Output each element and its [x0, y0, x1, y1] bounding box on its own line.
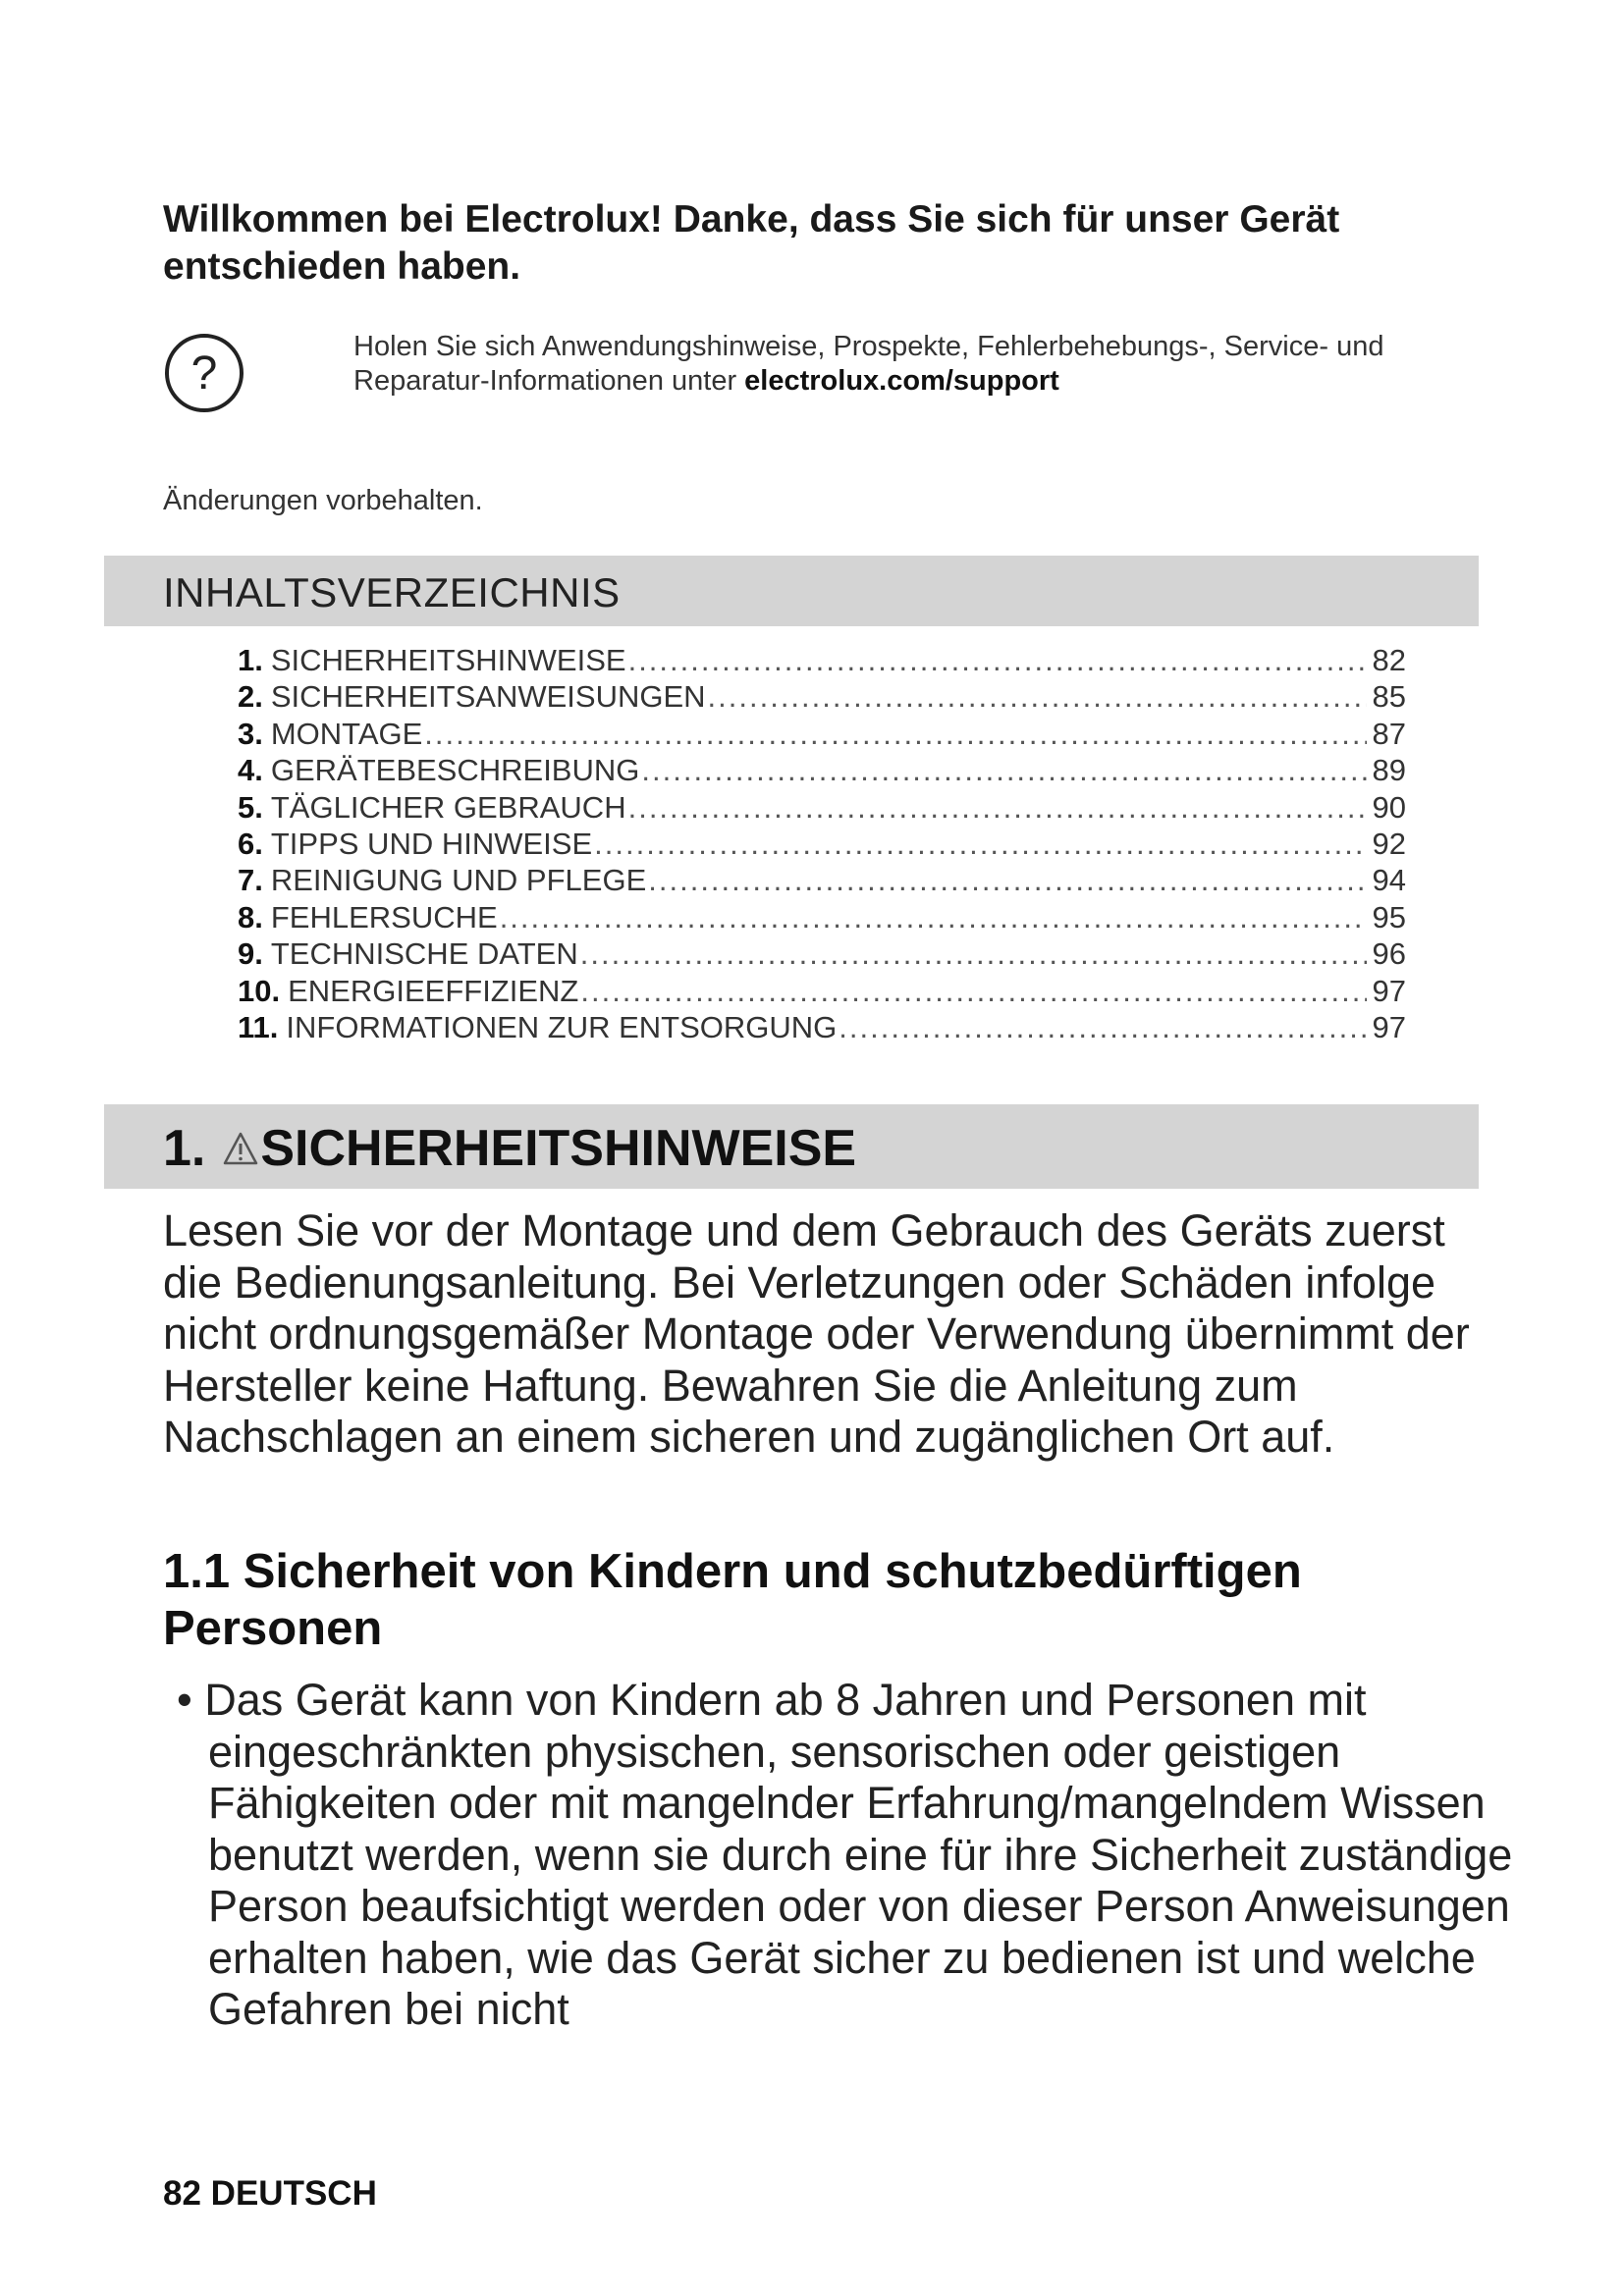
- toc-item[interactable]: [238, 863, 1406, 899]
- section-intro: Lesen Sie vor der Montage und dem Gebrauch des Geräts zuerst die Bedienungsanleitung. Bei Verletzungen oder Schäden infolge nicht ordnungsgemäßer Montage oder Verwendung übernimmt der Hersteller keine Haftung. Bewahren Sie die Anleitung zum Nachschlagen an einem sicheren und zugänglichen Ort auf.: [163, 1205, 1470, 1462]
- changes-note: Änderungen vorbehalten.: [163, 485, 483, 516]
- toc-item-page: 85: [1372, 679, 1406, 715]
- toc-item-leader: [500, 900, 1367, 935]
- section-number: 1.: [163, 1120, 206, 1177]
- footer-language: DEUTSCH: [210, 2174, 377, 2213]
- toc-item-page: 82: [1372, 643, 1406, 677]
- toc-item-number: 11.: [238, 1009, 279, 1044]
- toc-item-leader: [580, 936, 1367, 972]
- toc-item-page: 87: [1372, 716, 1406, 751]
- toc-item[interactable]: [238, 936, 1406, 973]
- toc-item-number: 6.: [238, 826, 263, 861]
- toc-item-number: 7.: [238, 863, 263, 898]
- toc-item[interactable]: [238, 643, 1406, 679]
- toc-item[interactable]: [238, 827, 1406, 863]
- toc-item-number: 1.: [238, 643, 263, 677]
- page-footer: [163, 2174, 377, 2214]
- toc-item-leader: [708, 679, 1367, 715]
- toc-item-leader: [628, 643, 1367, 678]
- toc-item-number: 8.: [238, 899, 263, 934]
- toc-item-label: TIPPS UND HINWEISE: [270, 826, 593, 861]
- toc-item-page: 90: [1372, 789, 1406, 825]
- toc-item-page: 89: [1372, 753, 1406, 788]
- page-number: 82: [163, 2174, 201, 2213]
- toc-item-number: 2.: [238, 679, 263, 715]
- toc-item-number: 5.: [238, 789, 263, 825]
- toc-item-number: 9.: [238, 936, 263, 972]
- toc-item[interactable]: [238, 679, 1406, 716]
- section-label: SICHERHEITSHINWEISE: [260, 1120, 857, 1177]
- toc-item-label: MONTAGE: [270, 716, 423, 751]
- toc-item-page: 97: [1372, 1009, 1406, 1044]
- bullet-text: Das Gerät kann von Kindern ab 8 Jahren und Personen mit eingeschränkten physischen, sensorischen oder geistigen Fähigkeiten oder mit mangelnder Erfahrung/mangelndem Wissen benutzt werden, wenn sie durch eine für ihre Sicherheit zuständige Person beaufsichtigt werden oder von dieser Person Anweisungen erhalten haben, wie das Gerät sicher zu bedienen ist und welche Gefahren bei nicht: [204, 1675, 1513, 2034]
- toc-item-label: REINIGUNG UND PFLEGE: [270, 863, 647, 898]
- toc-item-leader: [594, 827, 1366, 862]
- toc-item-leader: [648, 863, 1366, 898]
- toc-list: [238, 643, 1406, 1046]
- subsection-title: 1.1 Sicherheit von Kindern und schutzbedürftigen Personen: [163, 1545, 1302, 1655]
- toc-item-page: 96: [1372, 936, 1406, 972]
- toc-item-leader: [628, 790, 1367, 826]
- section-title: [163, 1119, 856, 1178]
- toc-title: INHALTSVERZEICHNIS: [163, 569, 621, 615]
- toc-item-page: 92: [1372, 826, 1406, 861]
- welcome-heading: Willkommen bei Electrolux! Danke, dass Sie sich für unser Gerät entschieden haben.: [163, 198, 1340, 288]
- toc-item-label: GERÄTEBESCHREIBUNG: [270, 753, 640, 788]
- toc-item-label: ENERGIEEFFIZIENZ: [288, 973, 579, 1008]
- toc-item[interactable]: [238, 900, 1406, 936]
- svg-text:?: ?: [190, 347, 218, 400]
- toc-item[interactable]: [238, 974, 1406, 1010]
- question-circle-icon: [163, 332, 245, 414]
- support-info: [353, 330, 1473, 399]
- toc-item-page: 94: [1372, 863, 1406, 898]
- toc-item-label: TÄGLICHER GEBRAUCH: [270, 789, 626, 825]
- support-text: Holen Sie sich Anwendungshinweise, Prospekte, Fehlerbehebungs-, Service- und Reparatur-Informationen unter: [353, 331, 1384, 397]
- warning-triangle-icon: [223, 1132, 258, 1165]
- toc-item[interactable]: [238, 1010, 1406, 1046]
- toc-item-label: INFORMATIONEN ZUR ENTSORGUNG: [286, 1009, 838, 1044]
- toc-item-label: SICHERHEITSHINWEISE: [270, 643, 626, 677]
- toc-item-leader: [424, 717, 1366, 752]
- toc-item-page: 97: [1372, 973, 1406, 1008]
- toc-item[interactable]: [238, 790, 1406, 827]
- toc-item-leader: [580, 974, 1366, 1009]
- toc-item-label: FEHLERSUCHE: [270, 899, 498, 934]
- toc-item-leader: [839, 1010, 1366, 1045]
- bullet-item: • Das Gerät kann von Kindern ab 8 Jahren und Personen mit eingeschränkten physischen, sensorischen oder geistigen Fähigkeiten oder mit mangelnder Erfahrung/mangelndem Wissen benutzt werden, wenn sie durch eine für ihre Sicherheit zuständige Person beaufsichtigt werden oder von dieser Person Anweisungen erhalten haben, wie das Gerät sicher zu bedienen ist und welche Gefahren bei nicht: [177, 1675, 1513, 2034]
- toc-item-number: 3.: [238, 716, 263, 751]
- support-link[interactable]: electrolux.com/support: [744, 365, 1059, 397]
- toc-item-page: 95: [1372, 899, 1406, 934]
- toc-item-label: SICHERHEITSANWEISUNGEN: [270, 679, 706, 715]
- toc-item[interactable]: [238, 753, 1406, 789]
- toc-item-number: 10.: [238, 973, 281, 1008]
- toc-item-number: 4.: [238, 753, 263, 788]
- toc-item-label: TECHNISCHE DATEN: [270, 936, 578, 972]
- toc-item-leader: [641, 753, 1366, 788]
- toc-item[interactable]: [238, 717, 1406, 753]
